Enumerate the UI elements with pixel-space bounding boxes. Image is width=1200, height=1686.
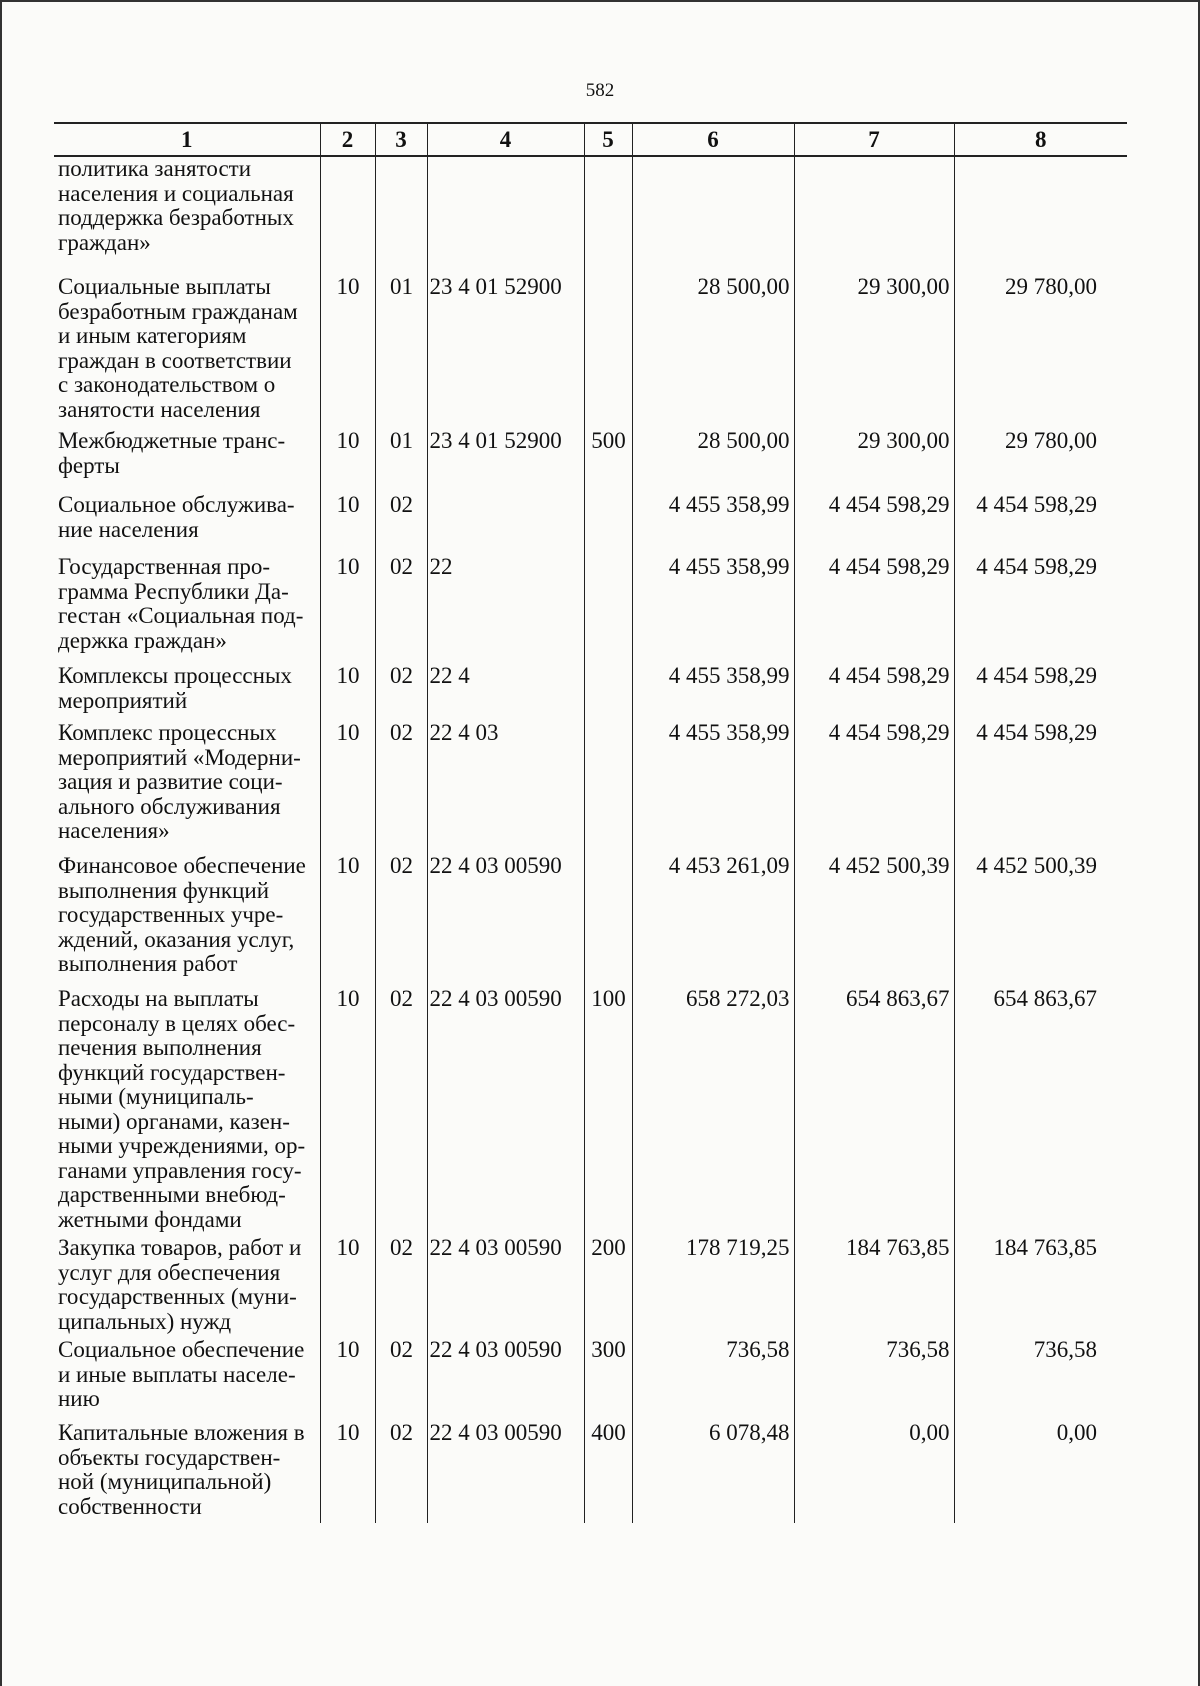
cell-section: 10 (320, 658, 375, 718)
cell-section: 10 (320, 850, 375, 983)
item-name-text: Расходы на выплаты персоналу в целях обес- печения выполнения функций государствен- ными (муниципаль- ными) органами, казен- ными учреждениями, ор- ганами управления госу- дарственными внебюд- жетными фондами (58, 986, 306, 1232)
cell-expense-type (584, 718, 632, 850)
table-row (54, 1232, 1127, 1334)
cell-amount-col7: 4 454 598,29 (794, 658, 954, 718)
table-row (54, 983, 1127, 1232)
cell-item-name (54, 1334, 320, 1417)
cell-target-article: 22 (427, 550, 584, 658)
cell-amount-col8: 4 454 598,29 (954, 550, 1127, 658)
cell-amount-col6: 28 500,00 (632, 425, 794, 488)
cell-item-name (54, 1232, 320, 1334)
cell-amount-col6: 4 455 358,99 (632, 550, 794, 658)
cell-amount-col8: 29 780,00 (954, 271, 1127, 425)
cell-amount-col8 (954, 156, 1127, 271)
cell-item-name (54, 850, 320, 983)
cell-amount-col8: 0,00 (954, 1417, 1127, 1523)
cell-section: 10 (320, 1232, 375, 1334)
item-name-text: Капитальные вложения в объекты государствен- ной (муниципальной) собственности (58, 1420, 305, 1519)
column-header-7: 7 (794, 123, 954, 156)
cell-expense-type (584, 658, 632, 718)
table-row (54, 718, 1127, 850)
cell-amount-col6: 4 455 358,99 (632, 488, 794, 550)
cell-amount-col6: 178 719,25 (632, 1232, 794, 1334)
cell-section: 10 (320, 488, 375, 550)
cell-section (320, 156, 375, 271)
cell-amount-col7: 29 300,00 (794, 425, 954, 488)
cell-target-article: 22 4 (427, 658, 584, 718)
cell-amount-col7: 184 763,85 (794, 1232, 954, 1334)
column-header-2: 2 (320, 123, 375, 156)
item-name-text: Комплекс процессных мероприятий «Модерни- зация и развитие соци- ального обслуживания населения» (58, 720, 301, 843)
item-name-text: политика занятости населения и социальная поддержка безработных граждан» (58, 156, 294, 255)
table-row (54, 550, 1127, 658)
cell-amount-col8: 4 454 598,29 (954, 658, 1127, 718)
table-row (54, 1417, 1127, 1523)
cell-target-article (427, 488, 584, 550)
cell-item-name (54, 983, 320, 1232)
cell-subsection: 02 (375, 1334, 427, 1417)
table-row (54, 1334, 1127, 1417)
cell-amount-col8: 29 780,00 (954, 425, 1127, 488)
cell-amount-col7: 4 454 598,29 (794, 488, 954, 550)
cell-subsection: 02 (375, 983, 427, 1232)
item-name-text: Социальные выплаты безработным гражданам и иным категориям граждан в соответствии с законодательством о занятости населения (58, 274, 298, 422)
cell-amount-col7: 0,00 (794, 1417, 954, 1523)
table-header-row (54, 123, 1127, 156)
cell-subsection: 02 (375, 488, 427, 550)
cell-expense-type: 500 (584, 425, 632, 488)
cell-expense-type: 100 (584, 983, 632, 1232)
cell-amount-col8: 654 863,67 (954, 983, 1127, 1232)
cell-amount-col6: 28 500,00 (632, 271, 794, 425)
cell-expense-type (584, 488, 632, 550)
table-row (54, 271, 1127, 425)
cell-subsection: 02 (375, 1232, 427, 1334)
column-header-5: 5 (584, 123, 632, 156)
cell-target-article: 23 4 01 52900 (427, 271, 584, 425)
item-name-text: Комплексы процессных мероприятий (58, 663, 292, 713)
column-header-8: 8 (954, 123, 1127, 156)
cell-amount-col7: 736,58 (794, 1334, 954, 1417)
cell-amount-col6: 736,58 (632, 1334, 794, 1417)
column-header-4: 4 (427, 123, 584, 156)
table-row (54, 850, 1127, 983)
cell-item-name (54, 550, 320, 658)
cell-item-name (54, 271, 320, 425)
cell-item-name (54, 425, 320, 488)
table-row (54, 425, 1127, 488)
column-header-1: 1 (54, 123, 320, 156)
cell-amount-col6: 658 272,03 (632, 983, 794, 1232)
item-name-text: Закупка товаров, работ и услуг для обеспечения государственных (муни- ципальных) нужд (58, 1235, 302, 1334)
cell-target-article: 22 4 03 (427, 718, 584, 850)
cell-item-name (54, 1417, 320, 1523)
cell-target-article: 22 4 03 00590 (427, 850, 584, 983)
cell-amount-col6 (632, 156, 794, 271)
cell-target-article: 22 4 03 00590 (427, 1334, 584, 1417)
cell-subsection: 01 (375, 271, 427, 425)
cell-amount-col7: 4 454 598,29 (794, 550, 954, 658)
cell-amount-col7: 4 452 500,39 (794, 850, 954, 983)
table-row (54, 156, 1127, 271)
cell-amount-col6: 6 078,48 (632, 1417, 794, 1523)
cell-section: 10 (320, 718, 375, 850)
table-body (54, 156, 1127, 1523)
cell-target-article (427, 156, 584, 271)
item-name-text: Межбюджетные транс- ферты (58, 428, 286, 478)
cell-target-article: 22 4 03 00590 (427, 1232, 584, 1334)
item-name-text: Социальное обеспечение и иные выплаты населе- нию (58, 1337, 305, 1411)
cell-subsection: 02 (375, 550, 427, 658)
cell-item-name (54, 488, 320, 550)
cell-section: 10 (320, 983, 375, 1232)
cell-subsection: 02 (375, 718, 427, 850)
cell-item-name (54, 156, 320, 271)
table-row (54, 488, 1127, 550)
budget-table (54, 122, 1127, 1523)
column-header-3: 3 (375, 123, 427, 156)
cell-expense-type (584, 850, 632, 983)
cell-target-article: 22 4 03 00590 (427, 1417, 584, 1523)
cell-amount-col8: 4 452 500,39 (954, 850, 1127, 983)
cell-amount-col7: 4 454 598,29 (794, 718, 954, 850)
cell-subsection: 01 (375, 425, 427, 488)
cell-expense-type: 200 (584, 1232, 632, 1334)
cell-amount-col7 (794, 156, 954, 271)
cell-expense-type (584, 156, 632, 271)
cell-amount-col6: 4 453 261,09 (632, 850, 794, 983)
cell-amount-col7: 29 300,00 (794, 271, 954, 425)
cell-section: 10 (320, 271, 375, 425)
item-name-text: Финансовое обеспечение выполнения функций государственных учре- ждений, оказания услуг, выполнения работ (58, 853, 306, 976)
page-number: 582 (585, 80, 615, 101)
cell-target-article: 23 4 01 52900 (427, 425, 584, 488)
cell-expense-type (584, 271, 632, 425)
cell-target-article: 22 4 03 00590 (427, 983, 584, 1232)
item-name-text: Государственная про- грамма Республики Да- гестан «Социальная под- держка граждан» (58, 554, 304, 653)
cell-subsection (375, 156, 427, 271)
cell-item-name (54, 658, 320, 718)
cell-amount-col8: 4 454 598,29 (954, 718, 1127, 850)
cell-amount-col7: 654 863,67 (794, 983, 954, 1232)
cell-expense-type (584, 550, 632, 658)
cell-subsection: 02 (375, 1417, 427, 1523)
cell-section: 10 (320, 1334, 375, 1417)
cell-expense-type: 400 (584, 1417, 632, 1523)
item-name-text: Социальное обслужива- ние населения (58, 492, 295, 542)
table-row (54, 658, 1127, 718)
cell-amount-col6: 4 455 358,99 (632, 718, 794, 850)
cell-amount-col8: 4 454 598,29 (954, 488, 1127, 550)
cell-subsection: 02 (375, 658, 427, 718)
cell-expense-type: 300 (584, 1334, 632, 1417)
cell-amount-col6: 4 455 358,99 (632, 658, 794, 718)
cell-subsection: 02 (375, 850, 427, 983)
column-header-6: 6 (632, 123, 794, 156)
cell-item-name (54, 718, 320, 850)
cell-section: 10 (320, 425, 375, 488)
cell-amount-col8: 184 763,85 (954, 1232, 1127, 1334)
cell-section: 10 (320, 550, 375, 658)
cell-amount-col8: 736,58 (954, 1334, 1127, 1417)
cell-section: 10 (320, 1417, 375, 1523)
